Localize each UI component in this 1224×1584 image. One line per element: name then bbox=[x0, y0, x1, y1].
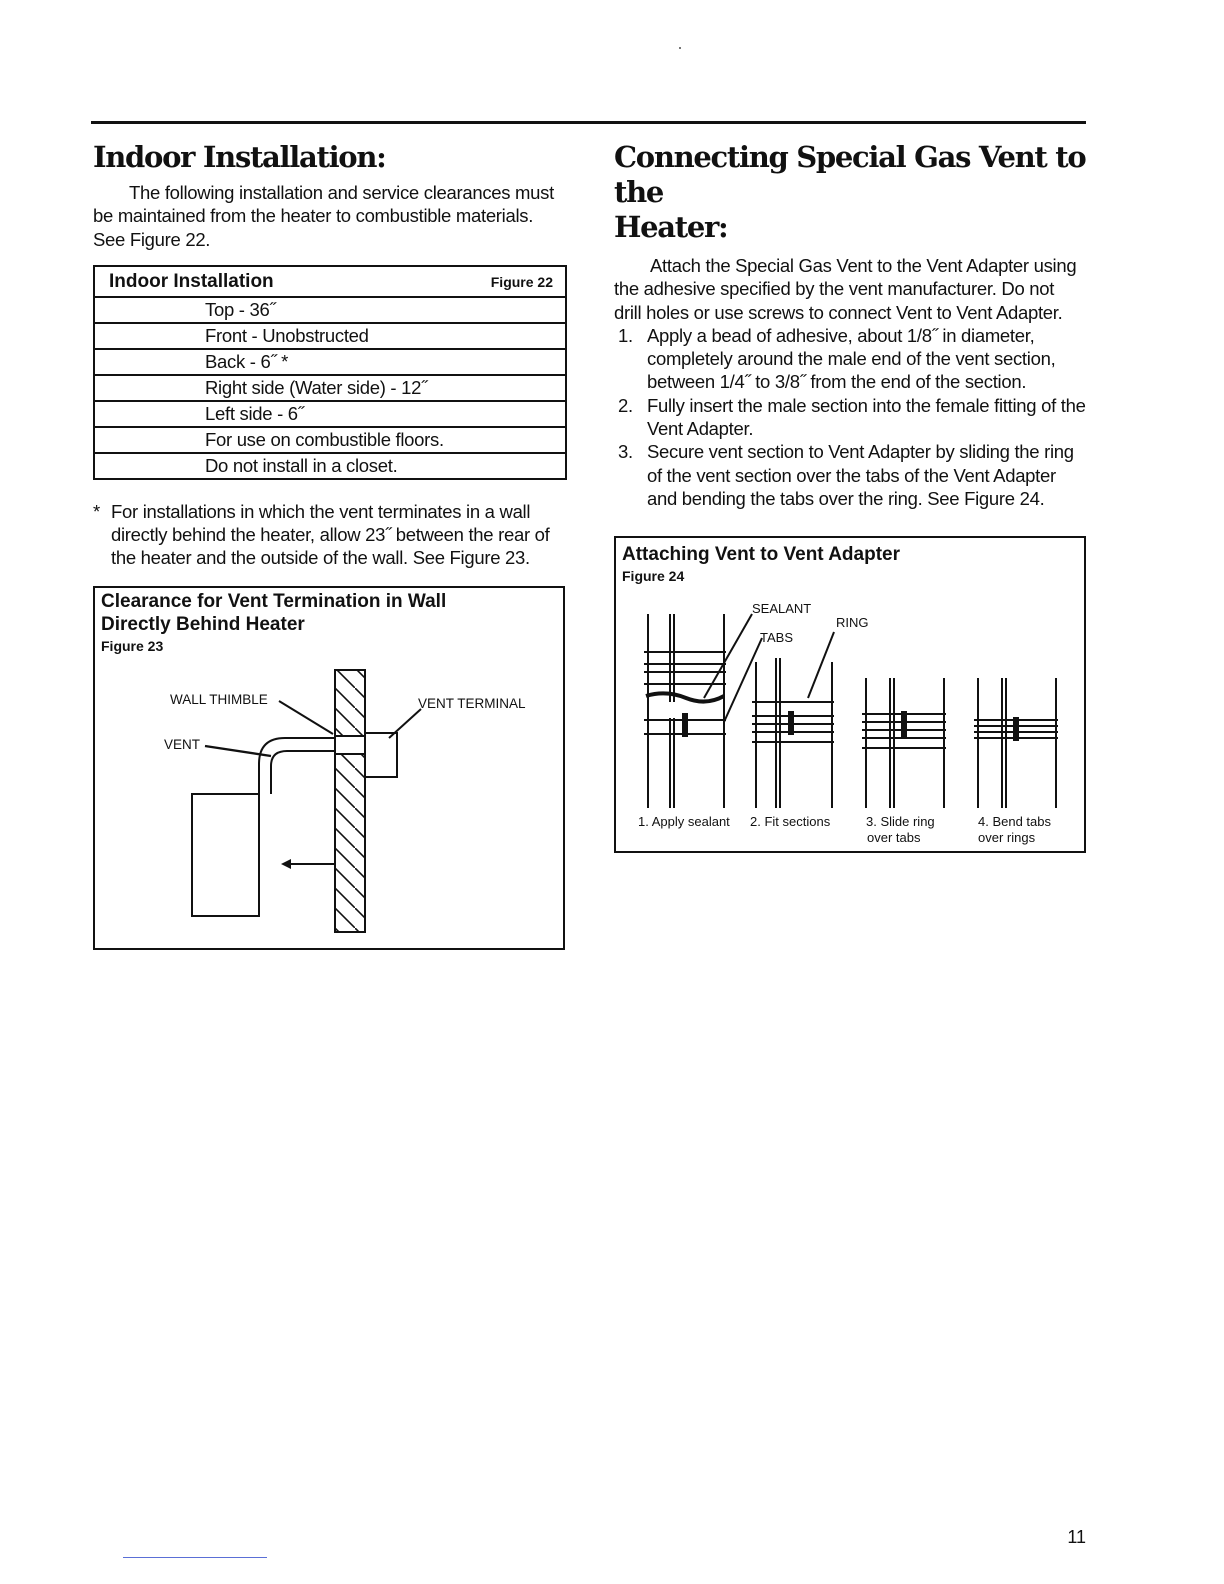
table-row: For use on combustible floors. bbox=[95, 428, 565, 454]
figure-23-label: Figure 23 bbox=[101, 637, 164, 654]
label-ring: RING bbox=[836, 615, 869, 631]
footnote-text: For installations in which the vent terminates in a wall directly behind the heater, allow 23˝ between the rear of the heater and the outside of the wall. See Figure 23. bbox=[111, 500, 550, 569]
step-text: Apply a bead of adhesive, about 1/8˝ in diameter, completely around the male end of the vent section, between 1/4˝ to 3/8˝ from the end of the section. bbox=[647, 324, 1056, 393]
vent-termination-diagram bbox=[95, 588, 563, 944]
scan-artifact-line bbox=[123, 1557, 267, 1558]
step-4-caption-2: over rings bbox=[978, 830, 1036, 846]
step-number: 2. bbox=[618, 394, 633, 416]
connecting-vent-heading-line-1: Connecting Special Gas Vent to the bbox=[614, 140, 1086, 209]
clearance-table bbox=[93, 265, 567, 480]
figure-23-title-2: Directly Behind Heater bbox=[101, 613, 305, 635]
list-item bbox=[614, 324, 1086, 394]
vent-adapter-diagram bbox=[616, 538, 1084, 848]
label-sealant: SEALANT bbox=[752, 601, 812, 617]
page-number: 11 bbox=[1067, 1527, 1086, 1547]
step-4-caption: 4. Bend tabs bbox=[978, 814, 1051, 830]
step-number: 1. bbox=[618, 324, 633, 346]
wall-thimble bbox=[335, 736, 365, 754]
step-2-caption: 2. Fit sections bbox=[750, 814, 831, 830]
figure-23-title-1: Clearance for Vent Termination in Wall bbox=[101, 590, 447, 612]
step-2-illustration bbox=[752, 632, 834, 808]
table-row: Left side - 6˝ bbox=[95, 402, 565, 428]
step-4-illustration bbox=[974, 678, 1058, 808]
figure-24-box bbox=[614, 536, 1086, 853]
clearance-table-title: Indoor Installation bbox=[109, 271, 274, 293]
indoor-intro: The following installation and service clearances must be maintained from the heater to combustible materials. See Figure 22. bbox=[93, 182, 554, 250]
connection-steps bbox=[614, 324, 1086, 510]
figure-24-label: Figure 24 bbox=[622, 568, 685, 585]
list-item bbox=[614, 394, 1086, 441]
table-row: Top - 36˝ bbox=[95, 298, 565, 324]
label-tabs: TABS bbox=[760, 630, 793, 646]
step-text: Fully insert the male section into the female fitting of the Vent Adapter. bbox=[647, 394, 1086, 440]
vent-pipe-inner bbox=[271, 751, 335, 794]
label-wall-thimble: WALL THIMBLE bbox=[170, 691, 268, 707]
figure-23-box bbox=[93, 586, 565, 950]
table-row: Front - Unobstructed bbox=[95, 324, 565, 350]
table-row: Right side (Water side) - 12˝ bbox=[95, 376, 565, 402]
step-3-illustration bbox=[862, 678, 946, 808]
vent-terminal bbox=[365, 733, 397, 777]
list-item bbox=[614, 440, 1086, 510]
heater-box bbox=[192, 794, 259, 916]
step-number: 3. bbox=[618, 441, 633, 463]
step-1-caption: 1. Apply sealant bbox=[638, 814, 730, 830]
figure-22-label: Figure 22 bbox=[490, 274, 553, 291]
footnote bbox=[93, 500, 565, 570]
connecting-vent-heading bbox=[614, 140, 1086, 245]
step-3-caption: 3. Slide ring bbox=[866, 814, 935, 830]
table-row: Back - 6˝ * bbox=[95, 350, 565, 376]
label-vent-terminal: VENT TERMINAL bbox=[418, 695, 526, 711]
connecting-intro: Attach the Special Gas Vent to the Vent Adapter using the adhesive specified by the vent manufacturer. Do not drill holes or use screws to connect Vent to Vent Adapter. bbox=[614, 255, 1077, 323]
step-1-illustration bbox=[644, 614, 762, 808]
wall-section bbox=[335, 670, 365, 932]
leader-wall-thimble bbox=[279, 701, 333, 734]
top-rule bbox=[91, 121, 1086, 124]
footnote-marker: * bbox=[93, 500, 100, 522]
clearance-table-header bbox=[95, 267, 565, 298]
leader-vent-terminal bbox=[389, 709, 421, 738]
scan-speck bbox=[679, 47, 681, 49]
connecting-vent-heading-line-2: Heater: bbox=[614, 210, 728, 244]
left-column bbox=[93, 140, 565, 950]
table-row: Do not install in a closet. bbox=[205, 454, 398, 476]
label-vent: VENT bbox=[164, 736, 201, 752]
indoor-installation-heading: Indoor Installation: bbox=[93, 140, 386, 174]
right-column bbox=[614, 140, 1086, 853]
step-3-caption-2: over tabs bbox=[867, 830, 921, 846]
figure-24-title: Attaching Vent to Vent Adapter bbox=[622, 544, 900, 566]
step-text: Secure vent section to Vent Adapter by sliding the ring of the vent section over the tabs of the Vent Adapter and bending the tabs over the ring. See Figure 24. bbox=[647, 441, 1074, 509]
clearance-arrowhead bbox=[281, 859, 291, 869]
